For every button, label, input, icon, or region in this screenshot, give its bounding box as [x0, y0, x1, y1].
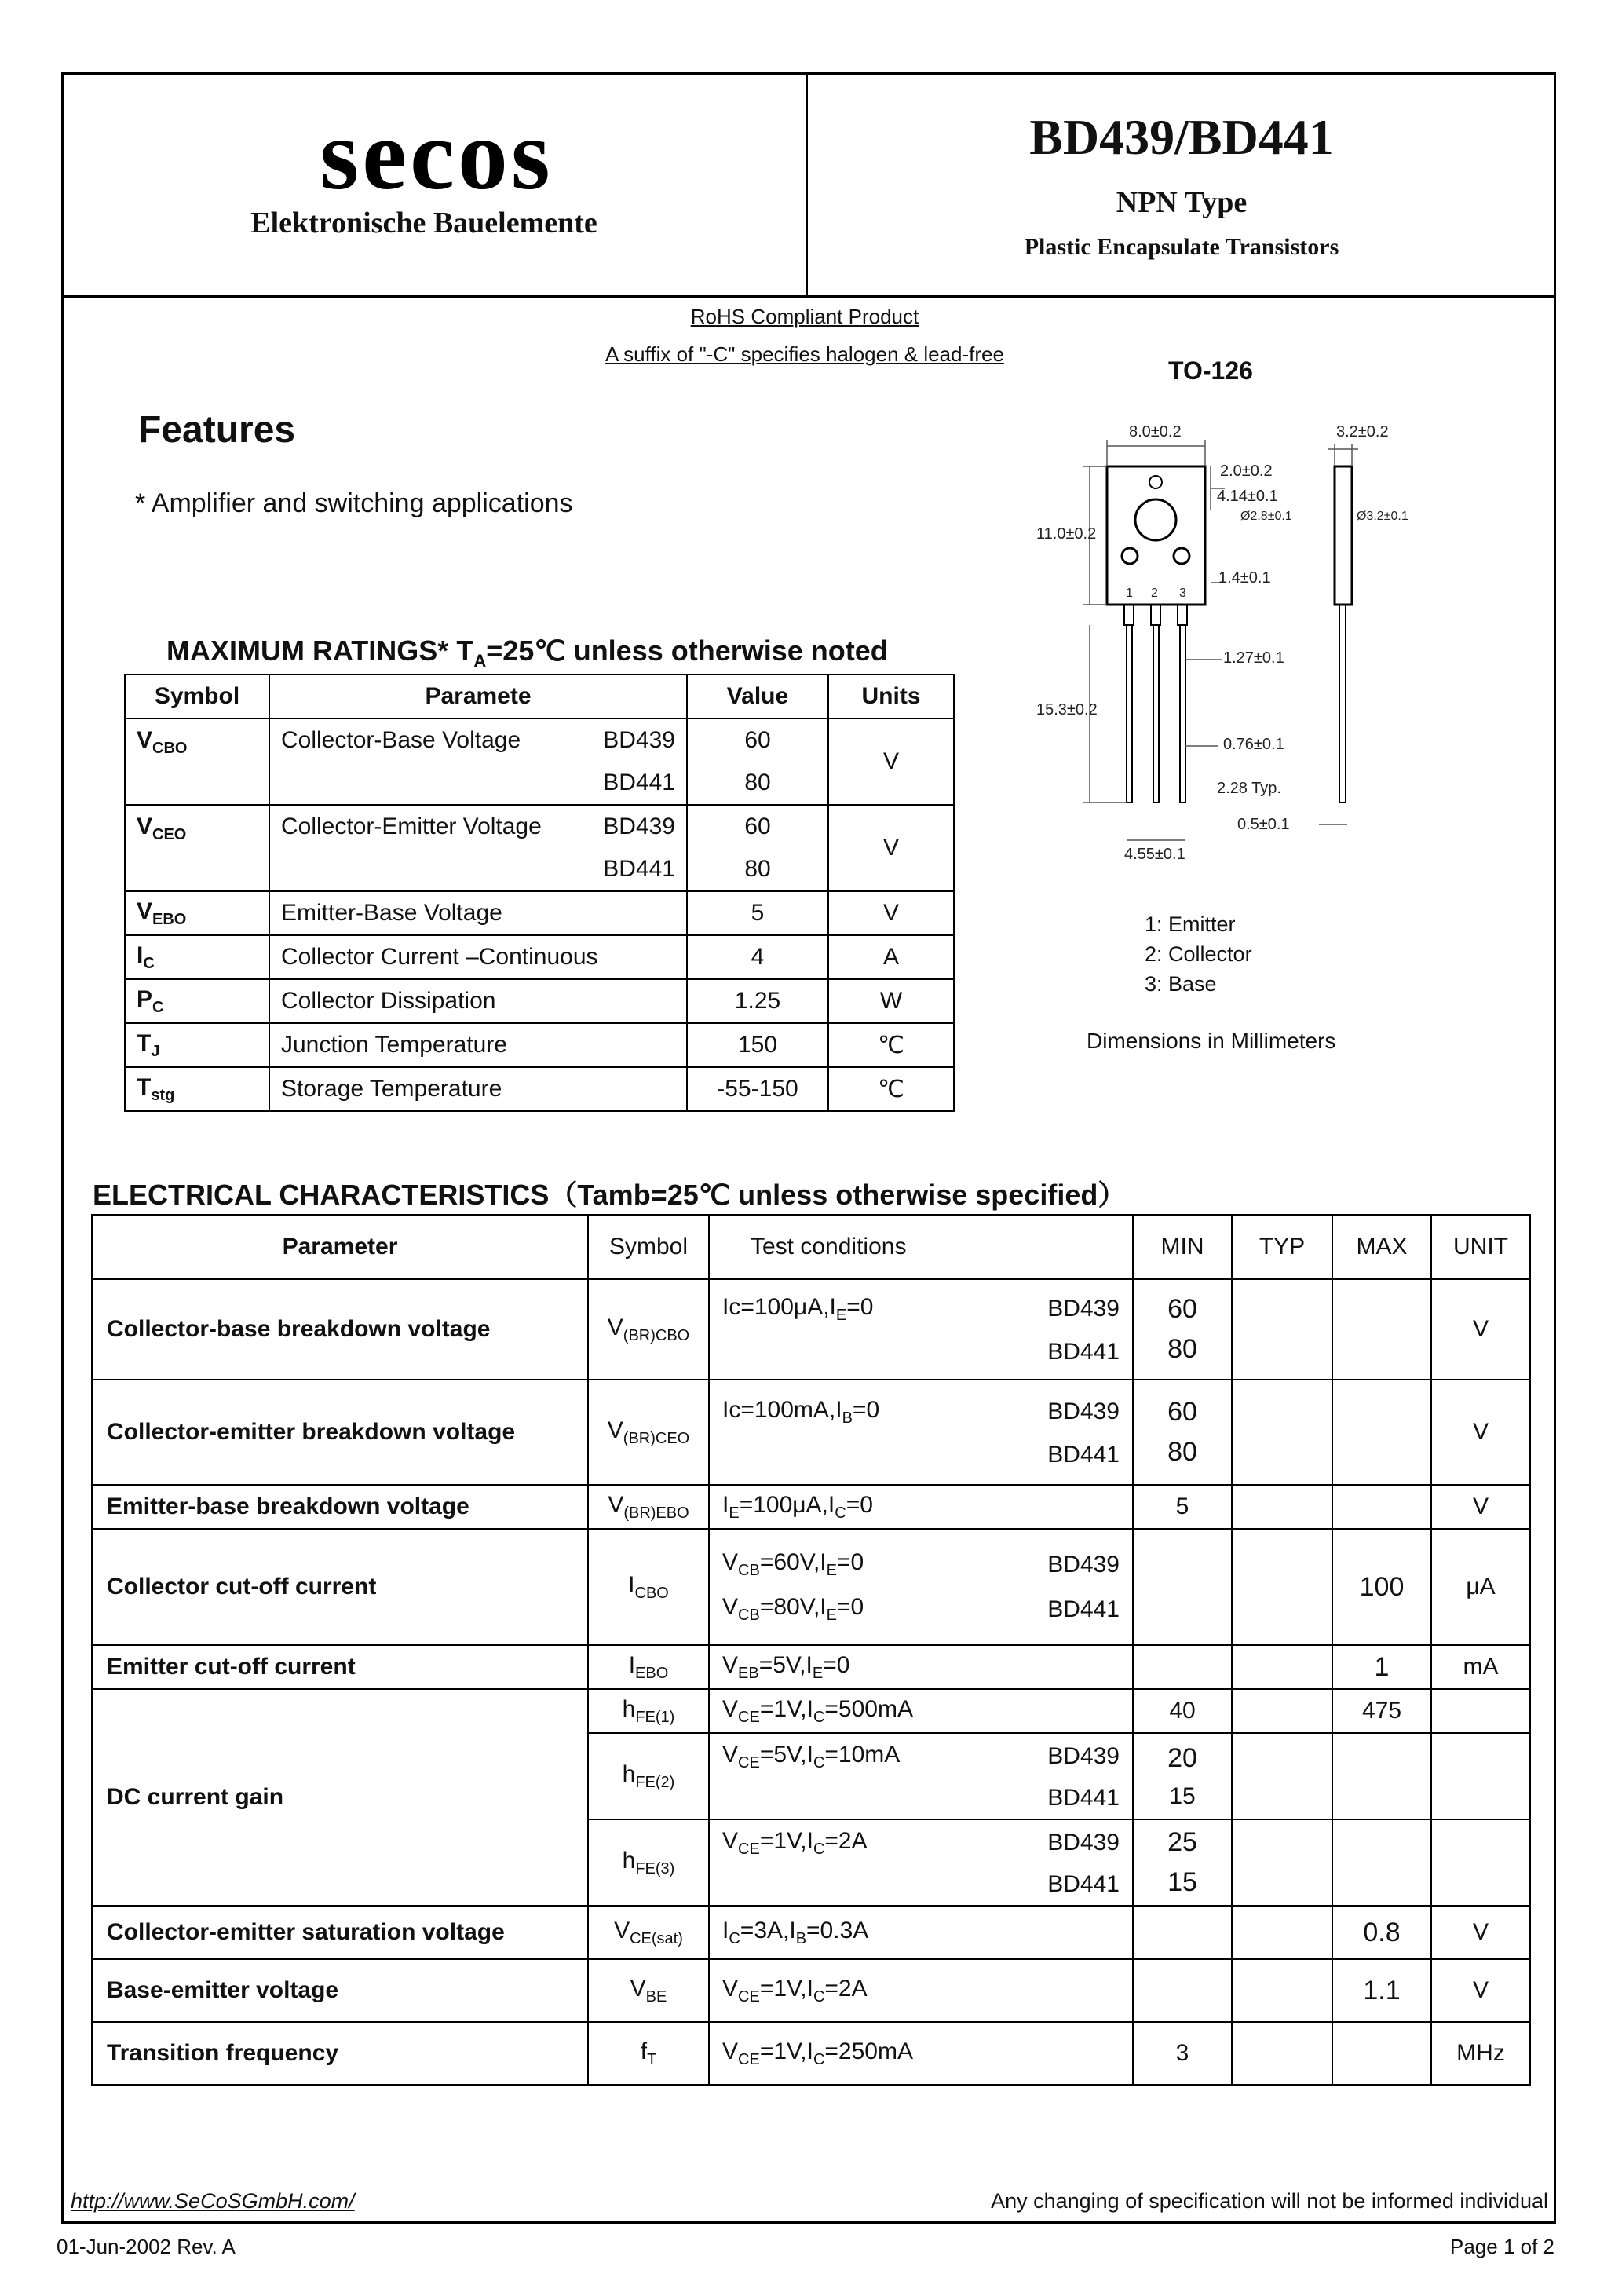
table-cell: $V_{CE}=1V,I_C=250mA$ [709, 2022, 1133, 2085]
table-cell: $I_C=3A,I_B=0.3A$ [709, 1906, 1133, 1959]
table-row [125, 718, 954, 762]
footer-website-link[interactable]: http://www.SeCoSGmbH.com/ [71, 2189, 355, 2213]
table-row [92, 1529, 1530, 1645]
table-cell: V [1431, 1380, 1530, 1485]
table-cell: 5 [687, 891, 828, 935]
table-cell: 25 15 [1133, 1819, 1232, 1906]
table-cell: 0.8 [1332, 1906, 1431, 1959]
table-cell: 4 [687, 935, 828, 979]
table-cell: 60 [687, 805, 828, 848]
table-cell [1133, 1645, 1232, 1689]
table-cell [1332, 1819, 1431, 1906]
table-cell [1232, 1645, 1332, 1689]
table-cell: Collector cut-off current [92, 1529, 588, 1645]
table-cell [1232, 1380, 1332, 1485]
table-cell: $V_{CE(sat)}$ [588, 1906, 709, 1959]
pin-legend-item: 3: Base [1145, 972, 1217, 996]
table-cell: Collector Current –Continuous [269, 935, 687, 979]
table-cell [1232, 1906, 1332, 1959]
table-row [92, 1485, 1530, 1529]
footer-date-revision: 01-Jun-2002 Rev. A [57, 2235, 236, 2258]
table-cell: Collector-emitter saturation voltage [92, 1906, 588, 1959]
table-cell: $V_{CEO}$ [125, 805, 269, 891]
table-cell [1232, 1819, 1332, 1906]
table-cell: $T_J$ [125, 1023, 269, 1067]
table-cell [1332, 1279, 1431, 1380]
table-cell: 40 [1133, 1689, 1232, 1733]
table-cell: 1.25 [687, 979, 828, 1023]
table-cell: V [828, 805, 954, 891]
table-cell: $V_{BE}$ [588, 1959, 709, 2022]
table-cell [1332, 2022, 1431, 2085]
table-cell [1431, 1819, 1530, 1906]
suffix-note: A suffix of "-C" specifies halogen & lead-free [605, 342, 1004, 366]
rohs-note: RoHS Compliant Product [690, 305, 919, 328]
dim-shoulder: 1.4±0.1 [1218, 569, 1271, 587]
company-name: Elektronische Bauelemente [250, 207, 597, 239]
table-cell: V [828, 891, 954, 935]
pin-mark-right [1174, 548, 1189, 564]
header-unit: UNIT [1431, 1215, 1530, 1279]
table-cell: 80 [687, 848, 828, 891]
table-cell: 3 [1133, 2022, 1232, 2085]
footer-notice: Any changing of specification will not be informed individual [991, 2189, 1548, 2213]
table-cell [1133, 1529, 1232, 1645]
table-cell: $I_C$ [125, 935, 269, 979]
table-cell: $V_{CE}=1V,I_C=2A$ BD439 BD441 [709, 1819, 1133, 1906]
table-cell: $V_{CB}=60V,I_E=0$ BD439 $V_{CB}=80V,I_E=0$ BD441 [709, 1529, 1133, 1645]
header-parameter: Parameter [92, 1215, 588, 1279]
table-cell: $V_{EBO}$ [125, 891, 269, 935]
header-value: Value [687, 675, 828, 718]
pin-legend-item: 2: Collector [1145, 942, 1252, 966]
table-cell: $V_{CE}=5V,I_C=10mA$ BD439 BD441 [709, 1733, 1133, 1819]
pin-number-1: 1 [1126, 587, 1133, 600]
header-test-conditions: Test conditions [709, 1215, 1133, 1279]
table-cell: -55-150 [687, 1067, 828, 1111]
table-cell [1232, 1733, 1332, 1819]
table-cell: $h_{FE(2)}$ [588, 1733, 709, 1819]
table-cell: MHz [1431, 2022, 1530, 2085]
table-row [92, 2022, 1530, 2085]
table-cell: 5 [1133, 1485, 1232, 1529]
table-row [92, 1689, 1530, 1733]
header-symbol: Symbol [125, 675, 269, 718]
max-ratings-table [124, 674, 955, 1112]
table-cell [1133, 1959, 1232, 2022]
dim-width: 8.0±0.2 [1129, 423, 1182, 441]
dim-body-height: 11.0±0.2 [1036, 525, 1097, 543]
header-divider [61, 295, 1556, 298]
table-header-row [92, 1215, 1530, 1279]
table-cell: Collector-emitter breakdown voltage [92, 1380, 588, 1485]
table-cell: V [1431, 1279, 1530, 1380]
table-cell: V [1431, 1906, 1530, 1959]
pin-number-3: 3 [1179, 587, 1186, 600]
table-cell: $I_{EBO}$ [588, 1645, 709, 1689]
part-number-title: BD439/BD441 [1029, 109, 1334, 165]
dim-pin-span: 4.55±0.1 [1124, 846, 1185, 863]
table-cell: μA [1431, 1529, 1530, 1645]
table-cell: BD441 [269, 762, 687, 805]
table-cell [1431, 1689, 1530, 1733]
table-cell [1431, 1733, 1530, 1819]
table-cell: $h_{FE(3)}$ [588, 1819, 709, 1906]
header-vertical-divider [806, 72, 808, 297]
pin-legend-item: 1: Emitter [1145, 912, 1236, 936]
table-cell: 150 [687, 1023, 828, 1067]
dim-lead-thickness: 0.76±0.1 [1223, 736, 1284, 753]
table-cell: Storage Temperature [269, 1067, 687, 1111]
header-parameter: Paramete [269, 675, 687, 718]
footer-page-number: Page 1 of 2 [1450, 2235, 1554, 2258]
table-cell: $h_{FE(1)}$ [588, 1689, 709, 1733]
table-cell [1232, 1959, 1332, 2022]
electrical-characteristics-title: ELECTRICAL CHARACTERISTICS（Tamb=25℃ unless otherwise specified） [93, 1179, 1127, 1211]
table-cell: Transition frequency [92, 2022, 588, 2085]
table-cell: DC current gain [92, 1689, 588, 1906]
dim-lead-width: 1.27±0.1 [1223, 649, 1284, 667]
table-cell: BD441 [269, 848, 687, 891]
table-cell: 100 [1332, 1529, 1431, 1645]
table-cell: $T_{stg}$ [125, 1067, 269, 1111]
table-cell: Collector-Base Voltage BD439 [269, 718, 687, 762]
dim-lead-side: 0.5±0.1 [1237, 816, 1290, 833]
table-cell [1332, 1733, 1431, 1819]
header-symbol: Symbol [588, 1215, 709, 1279]
dim-hole-small: Ø2.8±0.1 [1240, 510, 1292, 523]
table-row [92, 1959, 1530, 2022]
pin-legend [1145, 909, 1252, 999]
table-cell [1232, 1279, 1332, 1380]
table-cell [1133, 1906, 1232, 1959]
dim-thickness: 3.2±0.2 [1336, 423, 1389, 441]
table-cell: V [1431, 1959, 1530, 2022]
side-view-body [1335, 466, 1352, 605]
table-row [125, 891, 954, 935]
table-row [92, 1645, 1530, 1689]
table-cell: Collector-Emitter Voltage BD439 [269, 805, 687, 848]
table-header-row [125, 675, 954, 718]
table-cell: Base-emitter voltage [92, 1959, 588, 2022]
secos-logo [248, 110, 625, 212]
table-cell: 80 [687, 762, 828, 805]
header-typ: TYP [1232, 1215, 1332, 1279]
table-row [125, 1067, 954, 1111]
table-cell: $V_{(BR)CBO}$ [588, 1279, 709, 1380]
dim-hole: Ø3.2±0.1 [1357, 510, 1408, 523]
header-units: Units [828, 675, 954, 718]
table-cell: $V_{CE}=1V,I_C=500mA$ [709, 1689, 1133, 1733]
table-cell: $P_C$ [125, 979, 269, 1023]
table-cell: Emitter-Base Voltage [269, 891, 687, 935]
table-cell: 60 [687, 718, 828, 762]
transistor-type: NPN Type [1116, 186, 1248, 219]
table-cell: W [828, 979, 954, 1023]
package-body [1107, 466, 1205, 605]
table-cell: 20 15 [1133, 1733, 1232, 1819]
table-cell: ℃ [828, 1067, 954, 1111]
table-cell: $V_{CBO}$ [125, 718, 269, 805]
dim-tab: 2.0±0.2 [1220, 462, 1273, 480]
table-cell: mA [1431, 1645, 1530, 1689]
table-cell: ℃ [828, 1023, 954, 1067]
table-cell: $V_{CE}=1V,I_C=2A$ [709, 1959, 1133, 2022]
table-row [125, 805, 954, 848]
side-view-lead [1339, 605, 1346, 803]
package-drawing [1036, 400, 1429, 872]
table-cell: 60 80 [1133, 1279, 1232, 1380]
table-cell: 1 [1332, 1645, 1431, 1689]
table-cell: Emitter-base breakdown voltage [92, 1485, 588, 1529]
table-cell: 475 [1332, 1689, 1431, 1733]
table-cell: $Ic=100mA,I_B=0$ BD439 BD441 [709, 1380, 1133, 1485]
table-row [92, 1380, 1530, 1485]
table-cell [1232, 2022, 1332, 2085]
table-cell [1232, 1485, 1332, 1529]
table-cell: 60 80 [1133, 1380, 1232, 1485]
table-row [125, 979, 954, 1023]
features-heading: Features [138, 409, 296, 451]
mounting-hole [1135, 499, 1176, 540]
table-cell: V [1431, 1485, 1530, 1529]
table-cell: V [828, 718, 954, 805]
mounting-hole-small [1149, 476, 1162, 488]
dimensions-note: Dimensions in Millimeters [1087, 1029, 1336, 1053]
max-ratings-title: MAXIMUM RATINGS* $T_A=25℃$ unless otherwise noted [166, 634, 888, 671]
table-cell: $f_T$ [588, 2022, 709, 2085]
table-cell: 1.1 [1332, 1959, 1431, 2022]
table-cell: $I_E=100\mu A,I_C=0$ [709, 1485, 1133, 1529]
package-name: TO-126 [1168, 356, 1253, 385]
table-row [92, 1279, 1530, 1380]
table-cell: Collector-base breakdown voltage [92, 1279, 588, 1380]
table-cell: $V_{EB}=5V,I_E=0$ [709, 1645, 1133, 1689]
dim-pitch: 2.28 Typ. [1217, 780, 1281, 797]
header-max: MAX [1332, 1215, 1431, 1279]
dim-lead-length: 15.3±0.2 [1036, 701, 1098, 718]
table-cell: $I_{CBO}$ [588, 1529, 709, 1645]
table-cell: $V_{(BR)CEO}$ [588, 1380, 709, 1485]
logo-text: secos [320, 110, 553, 210]
table-cell: Emitter cut-off current [92, 1645, 588, 1689]
pin-mark-left [1122, 548, 1138, 564]
pin-number-2: 2 [1151, 587, 1158, 600]
table-cell [1332, 1380, 1431, 1485]
table-cell: $Ic=100\mu A,I_E=0$ BD439 BD441 [709, 1279, 1133, 1380]
table-cell: A [828, 935, 954, 979]
product-description: Plastic Encapsulate Transistors [1024, 234, 1339, 260]
table-row [125, 1023, 954, 1067]
table-cell: $V_{(BR)EBO}$ [588, 1485, 709, 1529]
leads [1124, 605, 1187, 803]
table-cell [1332, 1485, 1431, 1529]
table-row [92, 1906, 1530, 1959]
dim-hole-offset: 4.14±0.1 [1217, 488, 1278, 505]
table-cell: Collector Dissipation [269, 979, 687, 1023]
electrical-characteristics-table [91, 1214, 1531, 2086]
table-cell [1232, 1689, 1332, 1733]
table-cell [1232, 1529, 1332, 1645]
header-min: MIN [1133, 1215, 1232, 1279]
table-row [125, 935, 954, 979]
feature-item: * Amplifier and switching applications [135, 488, 573, 518]
table-cell: Junction Temperature [269, 1023, 687, 1067]
